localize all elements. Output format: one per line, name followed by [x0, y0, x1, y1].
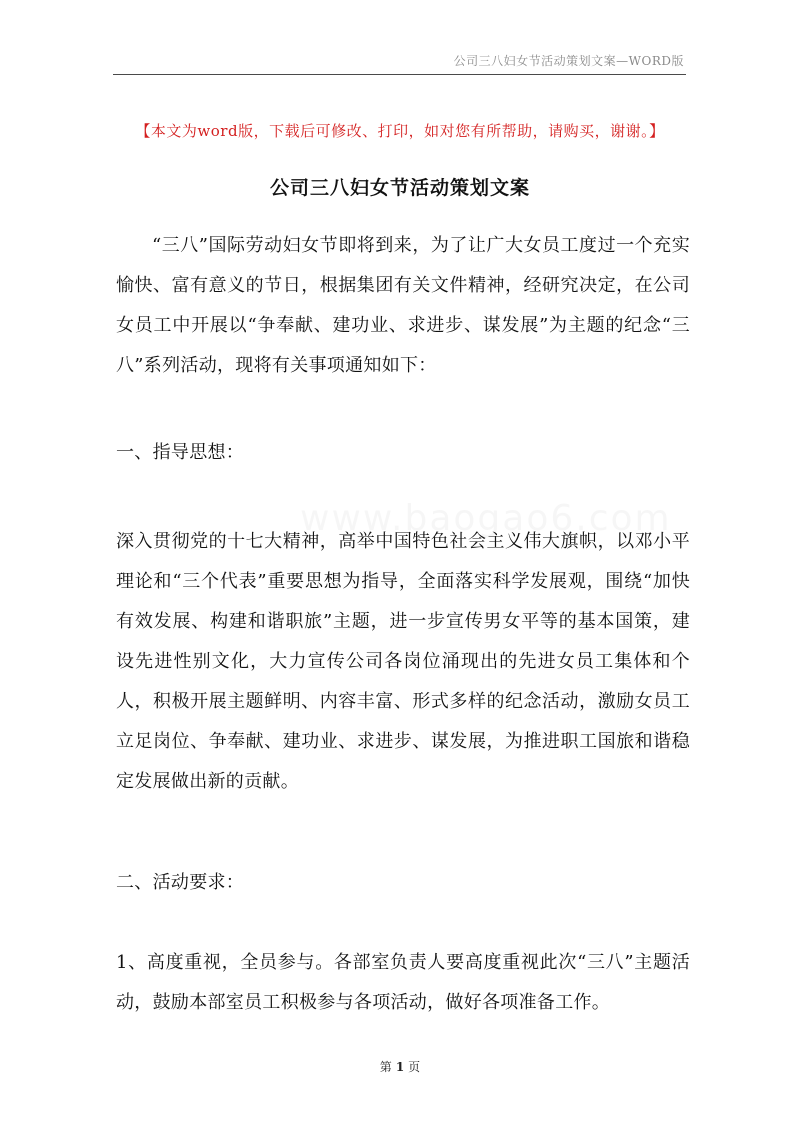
document-title: 公司三八妇女节活动策划文案: [269, 177, 530, 199]
intro-paragraph: “三八”国际劳动妇女节即将到来，为了让广大女员工度过一个充实愉快、富有意义的节日，根据集团有关文件精神，经研究决定，在公司女员工中开展以“争奉献、建功业、求进步、谋发展”为主题的纪念“三八”系列活动，现将有关事项通知如下：: [116, 235, 690, 376]
header-divider: [113, 74, 686, 75]
section-heading-activity-requirements: 二、活动要求：: [116, 872, 245, 893]
page-number: 1: [395, 1060, 405, 1074]
section-heading-guiding-ideology: 一、指导思想：: [116, 442, 245, 463]
page-footer: [0, 1058, 800, 1075]
running-header: 公司三八妇女节活动策划文案—WORD版: [453, 54, 684, 68]
page-label-prefix: 第: [379, 1060, 392, 1074]
requirement-item-1: 1、高度重视，全员参与。各部室负责人要高度重视此次“三八”主题活动，鼓励本部室员工积极参与各项活动，做好各项准备工作。: [116, 952, 690, 1013]
guiding-ideology-paragraph: 深入贯彻党的十七大精神，高举中国特色社会主义伟大旗帜，以邓小平理论和“三个代表”重要思想为指导，全面落实科学发展观，围绕“加快有效发展、构建和谐职旅”主题，进一步宣传男女平等的基本国策，建设先进性别文化，大力宣传公司各岗位涌现出的先进女员工集体和个人，积极开展主题鲜明、内容丰富、形式多样的纪念活动，激励女员工立足岗位、争奉献、建功业、求进步、谋发展，为推进职工国旅和谐稳定发展做出新的贡献。: [116, 531, 690, 792]
page-label-suffix: 页: [408, 1060, 421, 1074]
purchase-notice: 【本文为word版，下载后可修改、打印，如对您有所帮助，请购买，谢谢。】: [135, 122, 665, 140]
